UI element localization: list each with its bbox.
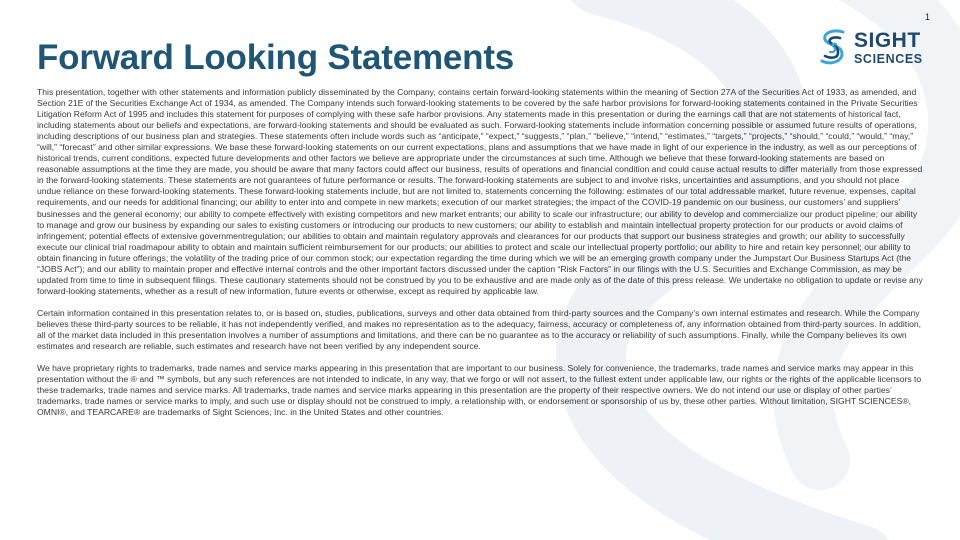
- page-number: 1: [924, 12, 930, 22]
- sight-sciences-logo: [818, 26, 938, 70]
- logo-line-1: SIGHT: [854, 29, 921, 53]
- paragraph-forward-looking: This presentation, together with other statements and information publicly disseminated by the Company, contains certain forward-looking statements within the meaning of Section 27A of the Securities Act of 1933, as amended, and Section 21E of the Securities Exchange Act of 1934, as amended. The Company intends such forward-looking statements to be covered by the safe harbor provisions for forward-looking statements contained in the Private Securities Litigation Reform Act of 1995 and includes this statement for purposes of complying with these safe harbor provisions. Any statements made in this presentation or during the earnings call that are not statements of historical fact, including statements about our beliefs and expectations, are forward-looking statements and should be evaluated as such. Forward-looking statements include information concerning possible or assumed future results of operations, including descriptions of our business plan and strategies. These statements often include words such as “anticipate,” “expect,” “suggests,” “plan,” “believe,” “intend,” “estimates,” “targets,” “projects,” “should,” “could,” “would,” “may,” “will,” “forecast” and other similar expressions. We base these forward-looking statements on our current expectations, plans and assumptions that we have made in light of our experience in the industry, as well as our perceptions of historical trends, current conditions, expected future developments and other factors we believe are appropriate under the circumstances at such time. Although we believe that these forward-looking statements are based on reasonable assumptions at the time they are made, you should be aware that many factors could affect our business, results of operations and financial condition and could cause actual results to differ materially from those expressed in the forward-looking statements. These statements are not guarantees of future performance or results. The forward-looking statements are subject to and involve risks, uncertainties and assumptions, and you should not place undue reliance on these forward-looking statements. These forward-looking statements include, but are not limited to, statements concerning the following: estimates of our total addressable market, future revenue, expenses, capital requirements, and our needs for additional financing; our ability to enter into and compete in new markets; execution of our market strategies; the impact of the COVID-19 pandemic on our business, our customers’ and suppliers’ businesses and the general economy; our ability to compete effectively with existing competitors and new market entrants; our ability to scale our infrastructure; our ability to develop and commercialize our product pipeline; our ability to manage and grow our business by expanding our sales to existing customers or introducing our products to new customers; our ability to establish and maintain intellectual property protection for our products or avoid claims of infringement; potential effects of extensive governmentregulation; our abilities to obtain and maintain regulatory approvals and clearances for our products that support our business strategies and growth; our ability to successfully execute our clinical trial roadmapour ability to obtain and maintain sufficient reimbursement for our products; our abilities to protect and scale our intellectual property portfolio; our ability to hire and retain key personnel; our ability to obtain financing in future offerings; the volatility of the trading price of our common stock; our expectation regarding the time during which we will be an emerging growth company under the Jumpstart Our Business Startups Act (the “JOBS Act”); and our ability to maintain proper and effective internal controls and the other important factors discussed under the caption “Risk Factors” in our filings with the U.S. Securities and Exchange Commission, as may be updated from time to time in subsequent filings. These cautionary statements should not be construed by you to be exhaustive and are made only as of the date of this press release. We undertake no obligation to update or revise any forward-looking statements, whether as a result of new information, future events or otherwise, except as required by applicable law.: [37, 87, 923, 296]
- disclaimer-body: [37, 87, 925, 429]
- paragraph-trademarks: We have proprietary rights to trademarks, trade names and service marks appearing in this presentation that are important to our business. Solely for convenience, the trademarks, trade names and service marks may appear in this presentation without the ® and ™ symbols, but any such references are not intended to indicate, in any way, that we forgo or will not assert, to the fullest extent under applicable law, our rights or the rights of the applicable licensors to these trademarks, trade names and service marks. All trademarks, trade names and service marks appearing in this presentation are the property of their respective owners. We do not intend our use or display of other parties’ trademarks, trade names or service marks to imply, and such use or display should not be construed to imply, a relationship with, or endorsement or sponsorship of us by, these other parties. Without limitation, SIGHT SCIENCES®, OMNI®, and TEARCARE® are trademarks of Sight Sciences, Inc. in the United States and other countries.: [37, 363, 922, 418]
- sight-sciences-s-icon: [818, 28, 848, 68]
- page-title: Forward Looking Statements: [37, 38, 515, 77]
- logo-line-2: SCIENCES: [854, 52, 923, 67]
- paragraph-third-party-data: Certain information contained in this presentation relates to, or is based on, studies, publications, surveys and other data obtained from third-party sources and the Company’s own internal estimates and research. While the Company believes these third-party sources to be reliable, it has not independently verified, and makes no representation as to the adequacy, fairness, accuracy or completeness of, any information obtained from third-party sources. In addition, all of the market data included in this presentation involves a number of assumptions and limitations, and there can be no guarantee as to the accuracy or reliability of such assumptions. Finally, while the Company believes its own estimates and research are reliable, such estimates and research have not been verified by any independent source.: [37, 307, 922, 352]
